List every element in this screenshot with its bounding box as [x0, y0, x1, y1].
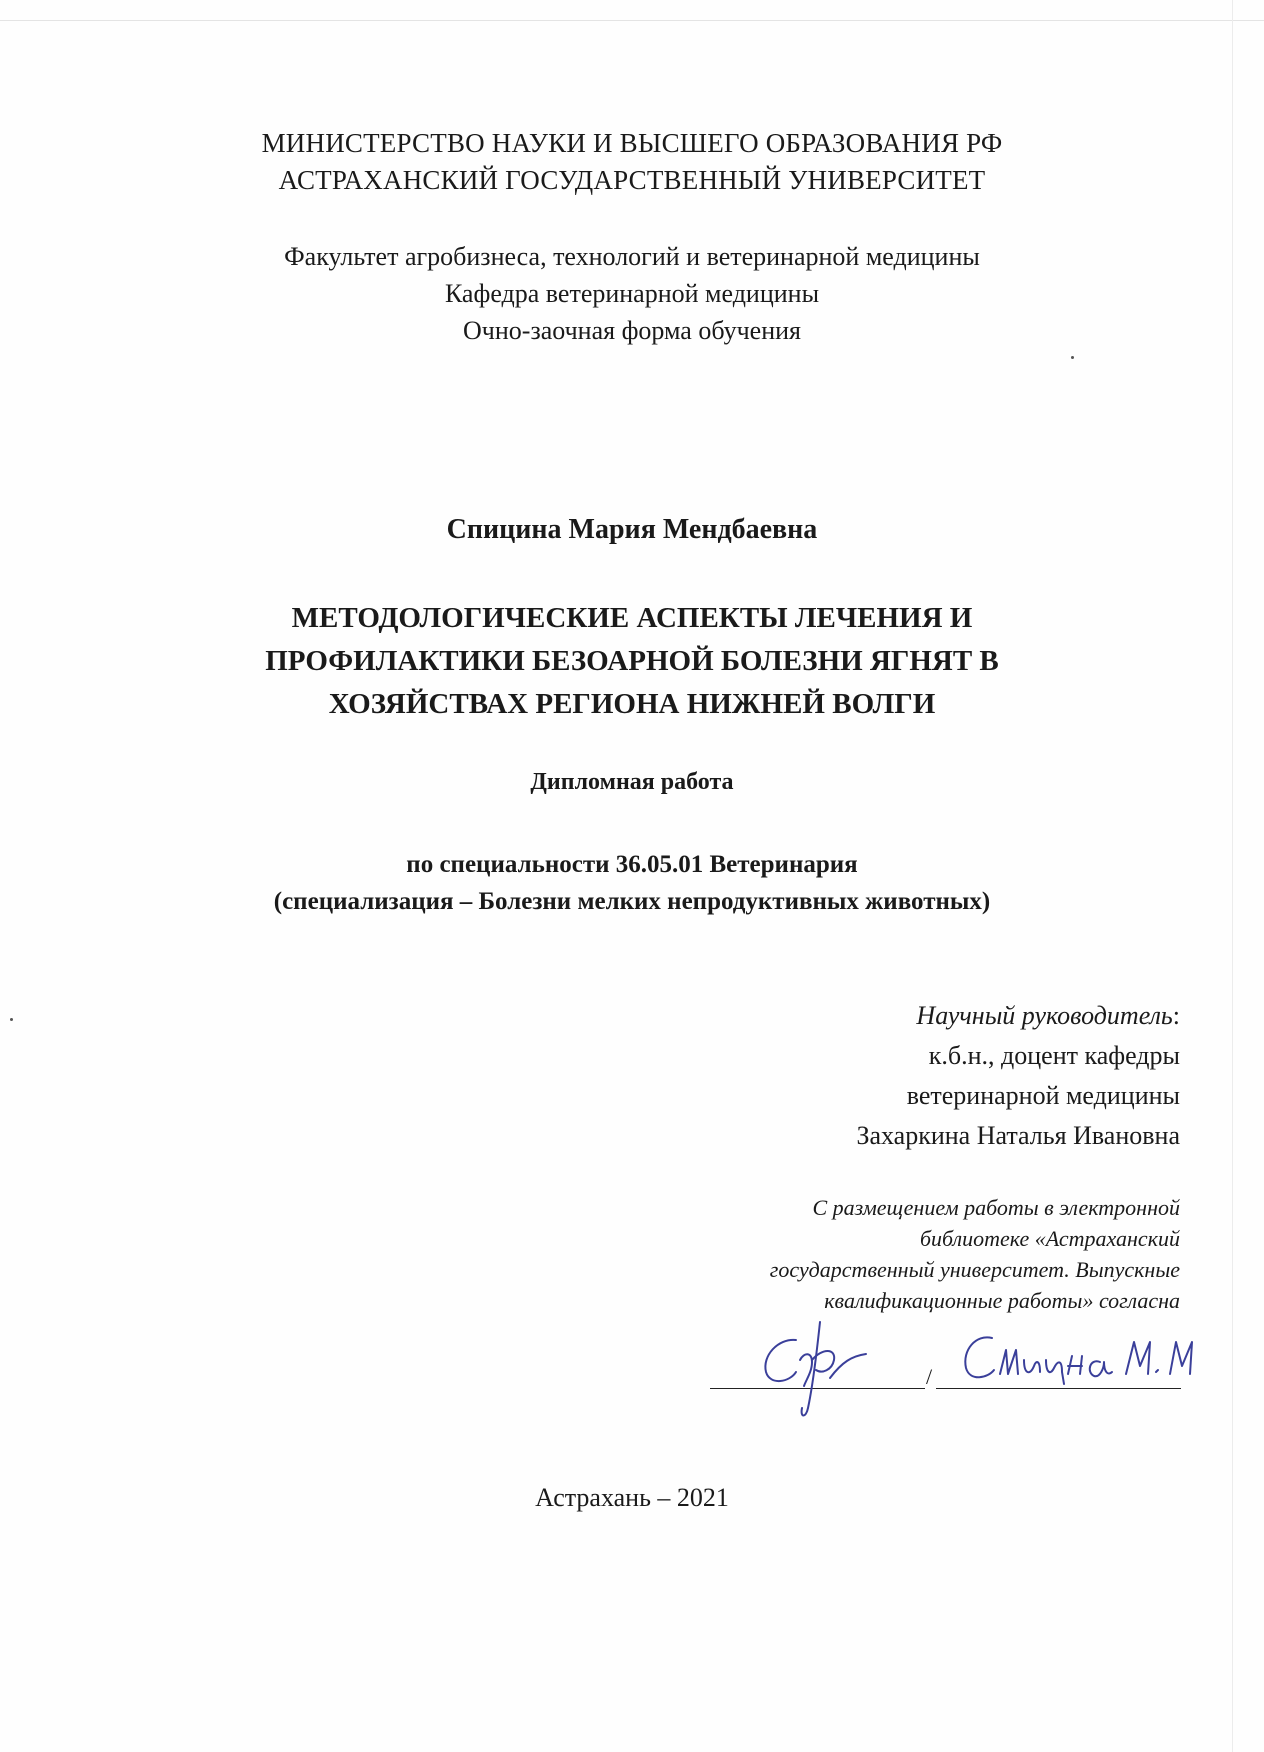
city-year: Астрахань – 2021 — [535, 1483, 729, 1512]
supervisor-name: Захаркина Наталья Ивановна — [856, 1121, 1180, 1150]
study-form: Очно-заочная форма обучения — [463, 316, 801, 345]
signature-separator: / — [926, 1364, 933, 1389]
supervisor-department: ветеринарной медицины — [906, 1081, 1180, 1110]
author-name: Спицина Мария Мендбаевна — [446, 514, 818, 545]
specialty-line: по специальности 36.05.01 Ветеринария — [406, 851, 858, 878]
supervisor-degree: к.б.н., доцент кафедры — [928, 1041, 1180, 1070]
supervisor-label-colon: : — [1172, 1001, 1180, 1030]
supervisor-label: Научный руководитель — [916, 1001, 1173, 1030]
signature-name — [1000, 1350, 1018, 1374]
signature-name — [1046, 1360, 1064, 1384]
consent-line: библиотеке «Астраханский — [919, 1226, 1180, 1251]
specialization-line: (специализация – Болезни мелких непродуктивных животных) — [273, 888, 991, 915]
work-type: Дипломная работа — [530, 769, 734, 795]
signature-initials — [830, 1354, 866, 1378]
ministry-name: МИНИСТЕРСТВО НАУКИ И ВЫСШЕГО ОБРАЗОВАНИЯ РФ — [261, 128, 1003, 158]
signature-name — [1024, 1360, 1040, 1372]
signature-name — [1126, 1342, 1150, 1374]
department-name: Кафедра ветеринарной медицины — [444, 279, 820, 308]
signature-name — [1170, 1342, 1192, 1374]
title-line: МЕТОДОЛОГИЧЕСКИЕ АСПЕКТЫ ЛЕЧЕНИЯ И — [291, 602, 973, 634]
university-name: АСТРАХАНСКИЙ ГОСУДАРСТВЕННЫЙ УНИВЕРСИТЕТ — [278, 165, 986, 195]
consent-line: государственный университет. Выпускные — [769, 1257, 1180, 1282]
scan-speck — [10, 1018, 13, 1021]
consent-line: С размещением работы в электронной — [812, 1195, 1180, 1220]
title-line: ХОЗЯЙСТВАХ РЕГИОНА НИЖНЕЙ ВОЛГИ — [328, 688, 936, 720]
signature-initials — [765, 1340, 796, 1381]
signature-initials — [800, 1354, 812, 1386]
signature-name — [965, 1337, 994, 1377]
signature-name — [1090, 1361, 1112, 1376]
signature-name — [1068, 1356, 1082, 1374]
signature-name — [1156, 1370, 1158, 1372]
scan-speck — [1071, 356, 1074, 359]
faculty-name: Факультет агробизнеса, технологий и ветеринарной медицины — [284, 242, 980, 271]
consent-line: квалификационные работы» согласна — [824, 1288, 1180, 1313]
title-line: ПРОФИЛАКТИКИ БЕЗОАРНОЙ БОЛЕЗНИ ЯГНЯТ В — [265, 645, 999, 677]
